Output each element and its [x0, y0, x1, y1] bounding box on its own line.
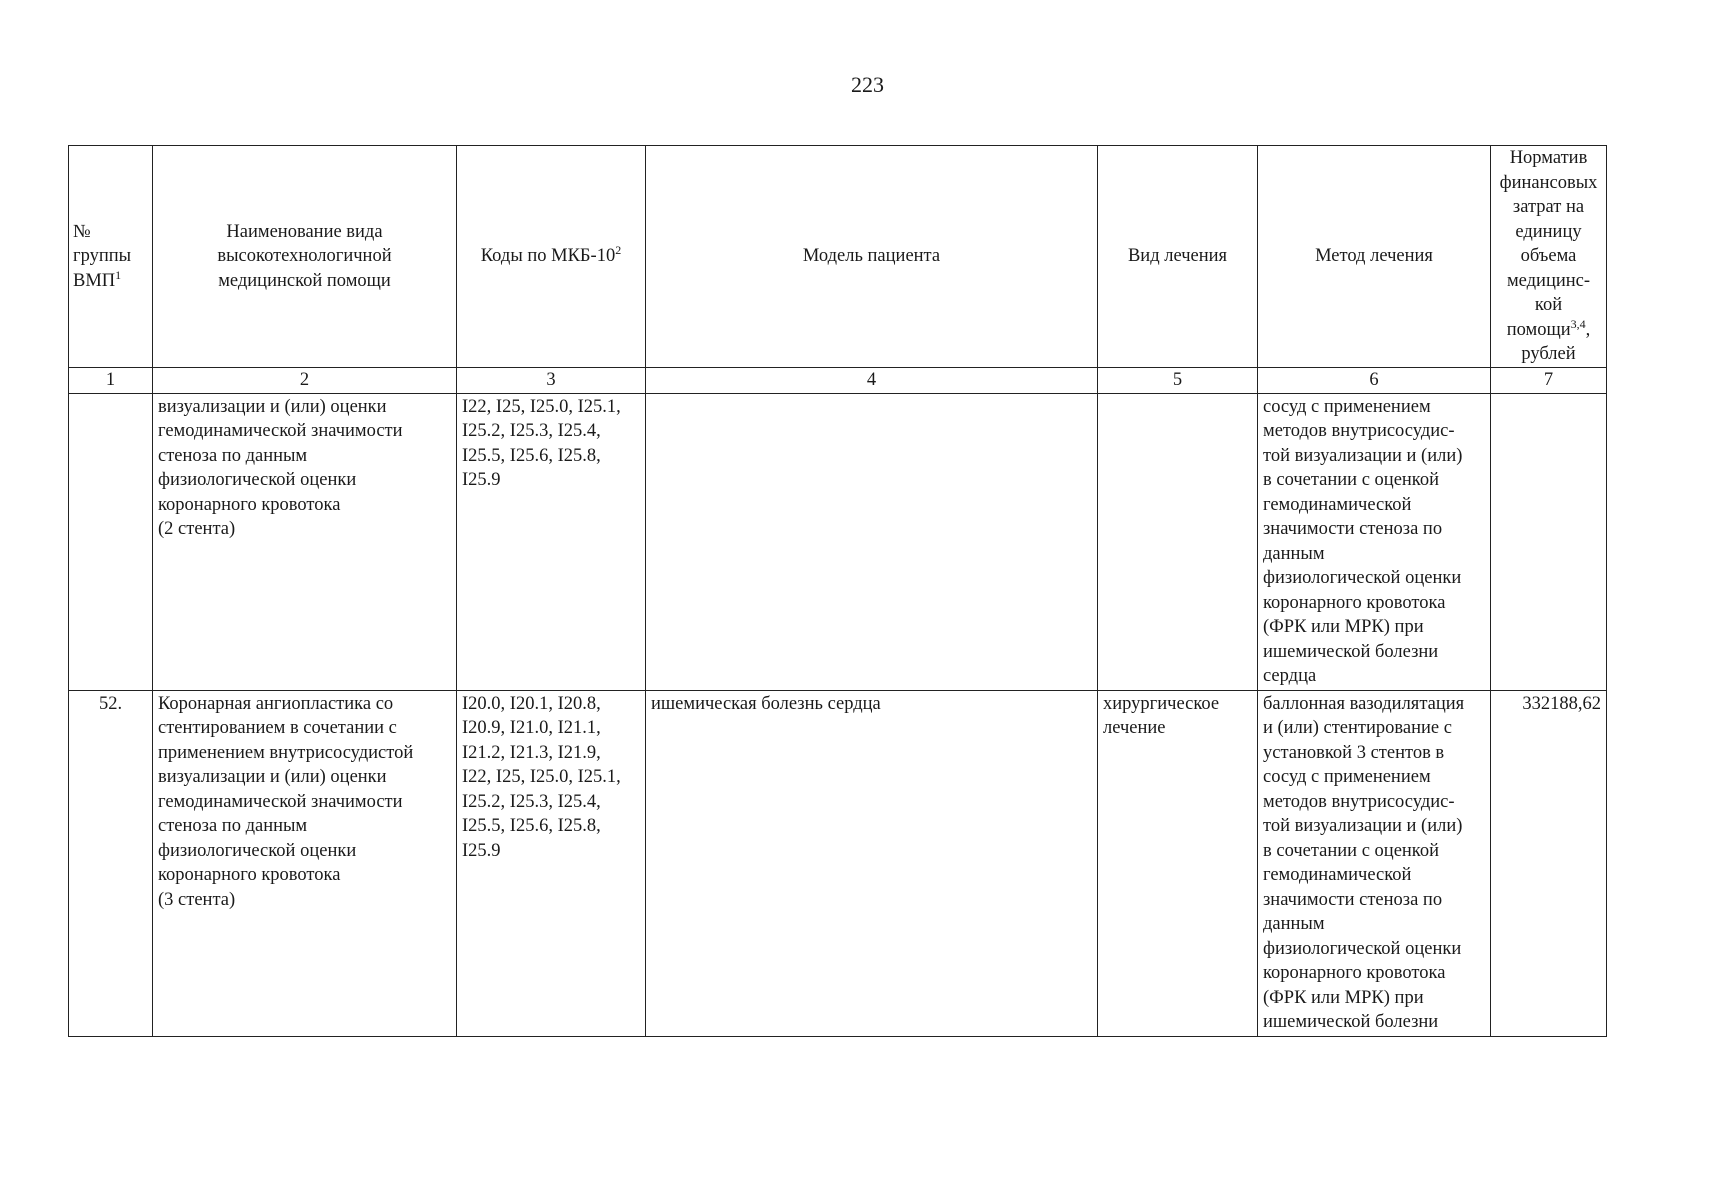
table-row [69, 393, 1607, 690]
care-type-name-cell: Коронарная ангиопластика со стентированием в сочетании с применением внутрисосудистой визуализации и (или) оценки гемодинамической значимости стеноза по данным физиологической оценки коронарного кровотока (3 стента) [153, 690, 457, 1036]
header-group-number-label: № группы ВМП [73, 221, 132, 291]
patient-model-cell [646, 393, 1098, 690]
column-number: 7 [1491, 367, 1607, 393]
header-icd-codes-label: Коды по МКБ-10 [480, 246, 616, 266]
treatment-type-cell: хирургическое лечение [1098, 690, 1258, 1036]
table-row [69, 690, 1607, 1036]
column-number: 2 [153, 367, 457, 393]
group-number-cell [69, 393, 153, 690]
footnote-marker: 2 [615, 242, 622, 257]
header-group-number [69, 146, 153, 368]
header-patient-model: Модель пациента [646, 146, 1098, 368]
vmp-table [68, 145, 1607, 1037]
column-number: 3 [457, 367, 646, 393]
footnote-marker: 1 [115, 267, 122, 282]
header-icd-codes [457, 146, 646, 368]
cost-norm-cell [1491, 393, 1607, 690]
icd-codes-cell: I20.0, I20.1, I20.8, I20.9, I21.0, I21.1, I21.2, I21.3, I21.9, I22, I25, I25.0, I25.1, I25.2, I25.3, I25.4, I25.5, I25.6, I25.8, I25.9 [457, 690, 646, 1036]
header-cost-norm-unit: , рублей [1521, 319, 1591, 364]
header-treatment-type: Вид лечения [1098, 146, 1258, 368]
cost-norm-cell: 332188,62 [1491, 690, 1607, 1036]
column-number: 6 [1258, 367, 1491, 393]
icd-codes-cell: I22, I25, I25.0, I25.1, I25.2, I25.3, I25.4, I25.5, I25.6, I25.8, I25.9 [457, 393, 646, 690]
patient-model-cell: ишемическая болезнь сердца [646, 690, 1098, 1036]
column-number-row [69, 367, 1607, 393]
table-header-row [69, 146, 1607, 368]
treatment-method-cell: сосуд с применением методов внутрисосудис- той визуализации и (или) в сочетании с оценкой гемодинамической значимости стеноза по данным физиологической оценки коронарного кровотока (ФРК или МРК) при ишемической болезни сердца [1258, 393, 1491, 690]
footnote-marker: 3,4 [1570, 316, 1586, 331]
header-treatment-method: Метод лечения [1258, 146, 1491, 368]
page-number: 223 [851, 72, 884, 97]
care-type-name-cell: визуализации и (или) оценки гемодинамической значимости стеноза по данным физиологической оценки коронарного кровотока (2 стента) [153, 393, 457, 690]
treatment-method-cell: баллонная вазодилятация и (или) стентирование с установкой 3 стентов в сосуд с применением методов внутрисосудис- той визуализации и (или) в сочетании с оценкой гемодинамической значимости стеноза по данным физиологической оценки коронарного кровотока (ФРК или МРК) при ишемической болезни [1258, 690, 1491, 1036]
header-cost-norm-label: Норматив финансовых затрат на единицу объема медицинс- кой помощи [1499, 148, 1598, 340]
column-number: 5 [1098, 367, 1258, 393]
header-cost-norm [1491, 146, 1607, 368]
header-care-type-name: Наименование вида высокотехнологичной медицинской помощи [153, 146, 457, 368]
treatment-type-cell [1098, 393, 1258, 690]
column-number: 4 [646, 367, 1098, 393]
column-number: 1 [69, 367, 153, 393]
group-number-cell: 52. [69, 690, 153, 1036]
